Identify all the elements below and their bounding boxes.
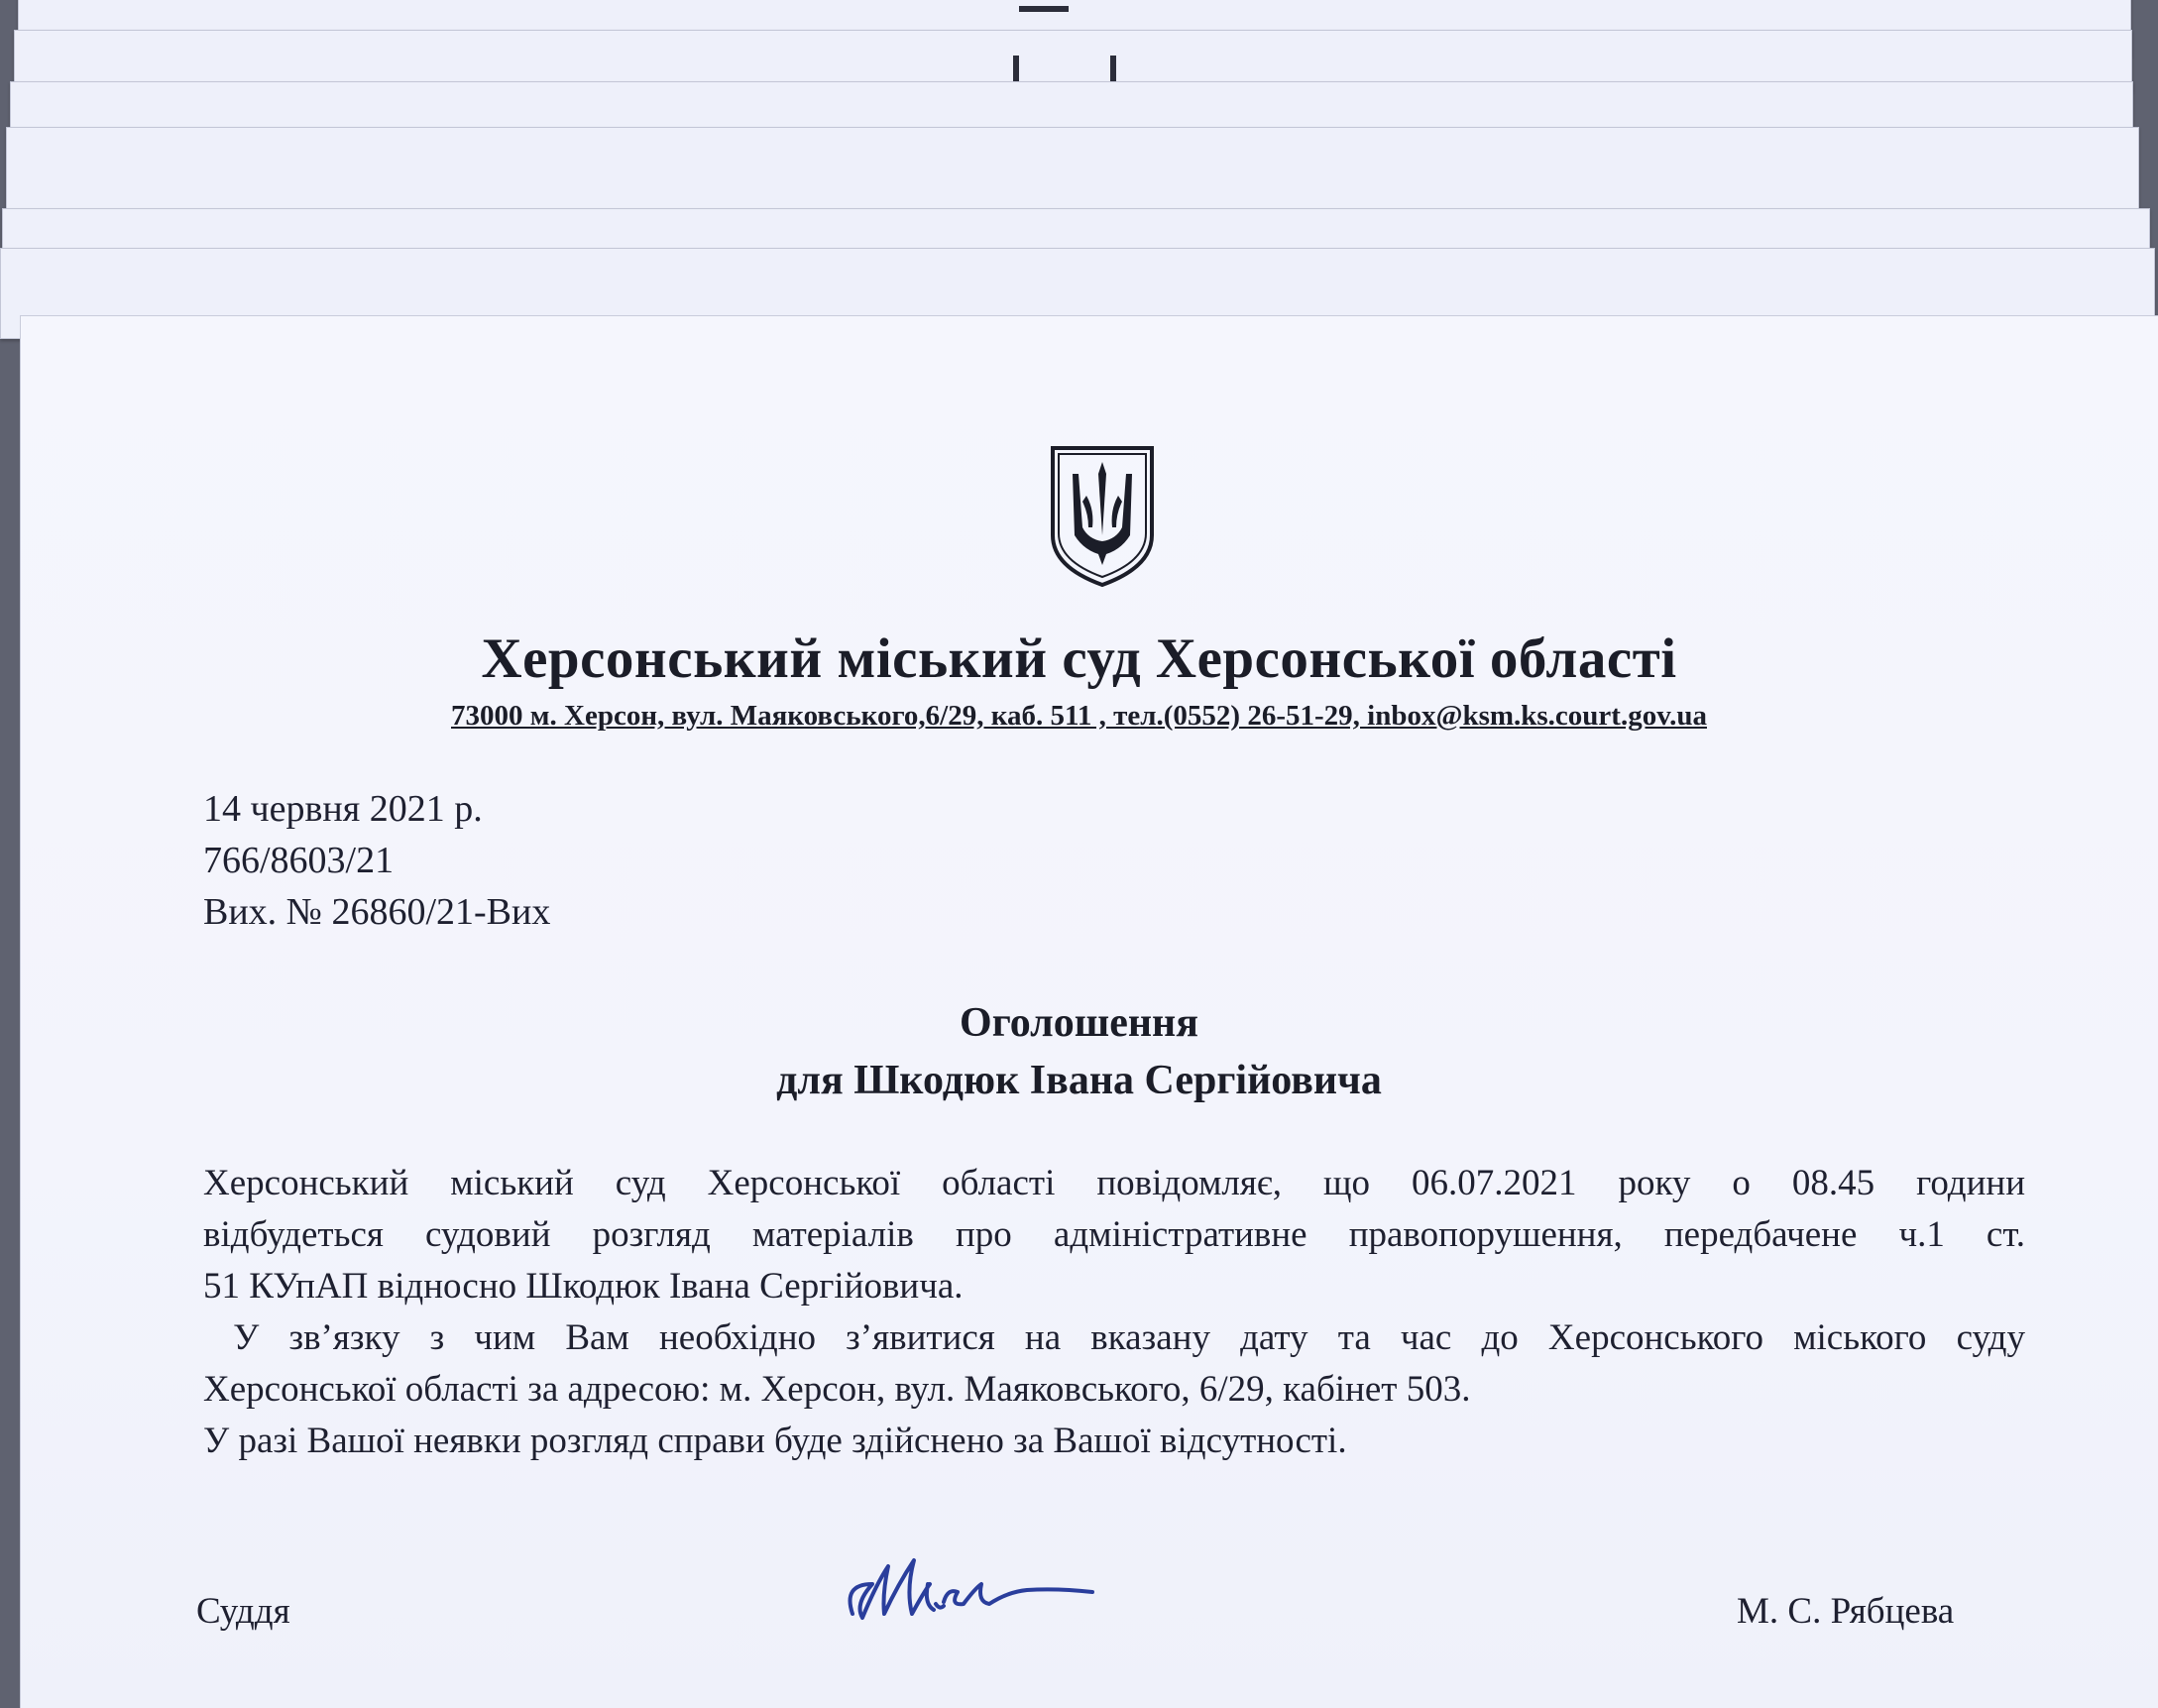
body-text-line: 51 КУпАП відносно Шкодюк Івана Сергійовича. (203, 1266, 964, 1307)
signature-role: Суддя (196, 1591, 290, 1632)
case-number: 766/8603/21 (203, 840, 395, 881)
body-text-line: Херсонської області за адресою: м. Херсон, вул. Маяковського, 6/29, кабінет 503. (203, 1369, 1471, 1410)
handwritten-signature (833, 1544, 1110, 1634)
background-crest-fragment (1013, 56, 1019, 83)
body-text-line: відбудеться судовий розгляд матеріалів про адміністративне правопорушення, передбачене ч.1 ст. (203, 1214, 2025, 1255)
signer-name: М. С. Рябцева (1737, 1591, 1955, 1632)
body-text-line: У разі Вашої неявки розгляд справи буде здійснено за Вашої відсутності. (203, 1421, 1347, 1461)
document-date: 14 червня 2021 р. (203, 788, 483, 830)
outgoing-number: Вих. № 26860/21-Вих (203, 891, 551, 933)
court-address: 73000 м. Херсон, вул. Маяковського,6/29, каб. 511 , тел.(0552) 26-51-29, inbox@ksm.ks.court.gov.ua (451, 700, 1707, 732)
notice-title: Оголошення (960, 1000, 1198, 1046)
body-text-line: Херсонський міський суд Херсонської області повідомляє, що 06.07.2021 року о 08.45 години (203, 1163, 2025, 1203)
background-crest-fragment (1019, 6, 1069, 12)
court-name: Херсонський міський суд Херсонської області (481, 627, 1677, 690)
trident-coat-of-arms-icon (1049, 444, 1156, 589)
body-text-line: У зв’язку з чим Вам необхідно з’явитися на вказану дату та час до Херсонського міського суду (203, 1317, 2025, 1358)
notice-recipient: для Шкодюк Івана Сергійовича (776, 1058, 1382, 1103)
background-crest-fragment (1110, 56, 1116, 83)
